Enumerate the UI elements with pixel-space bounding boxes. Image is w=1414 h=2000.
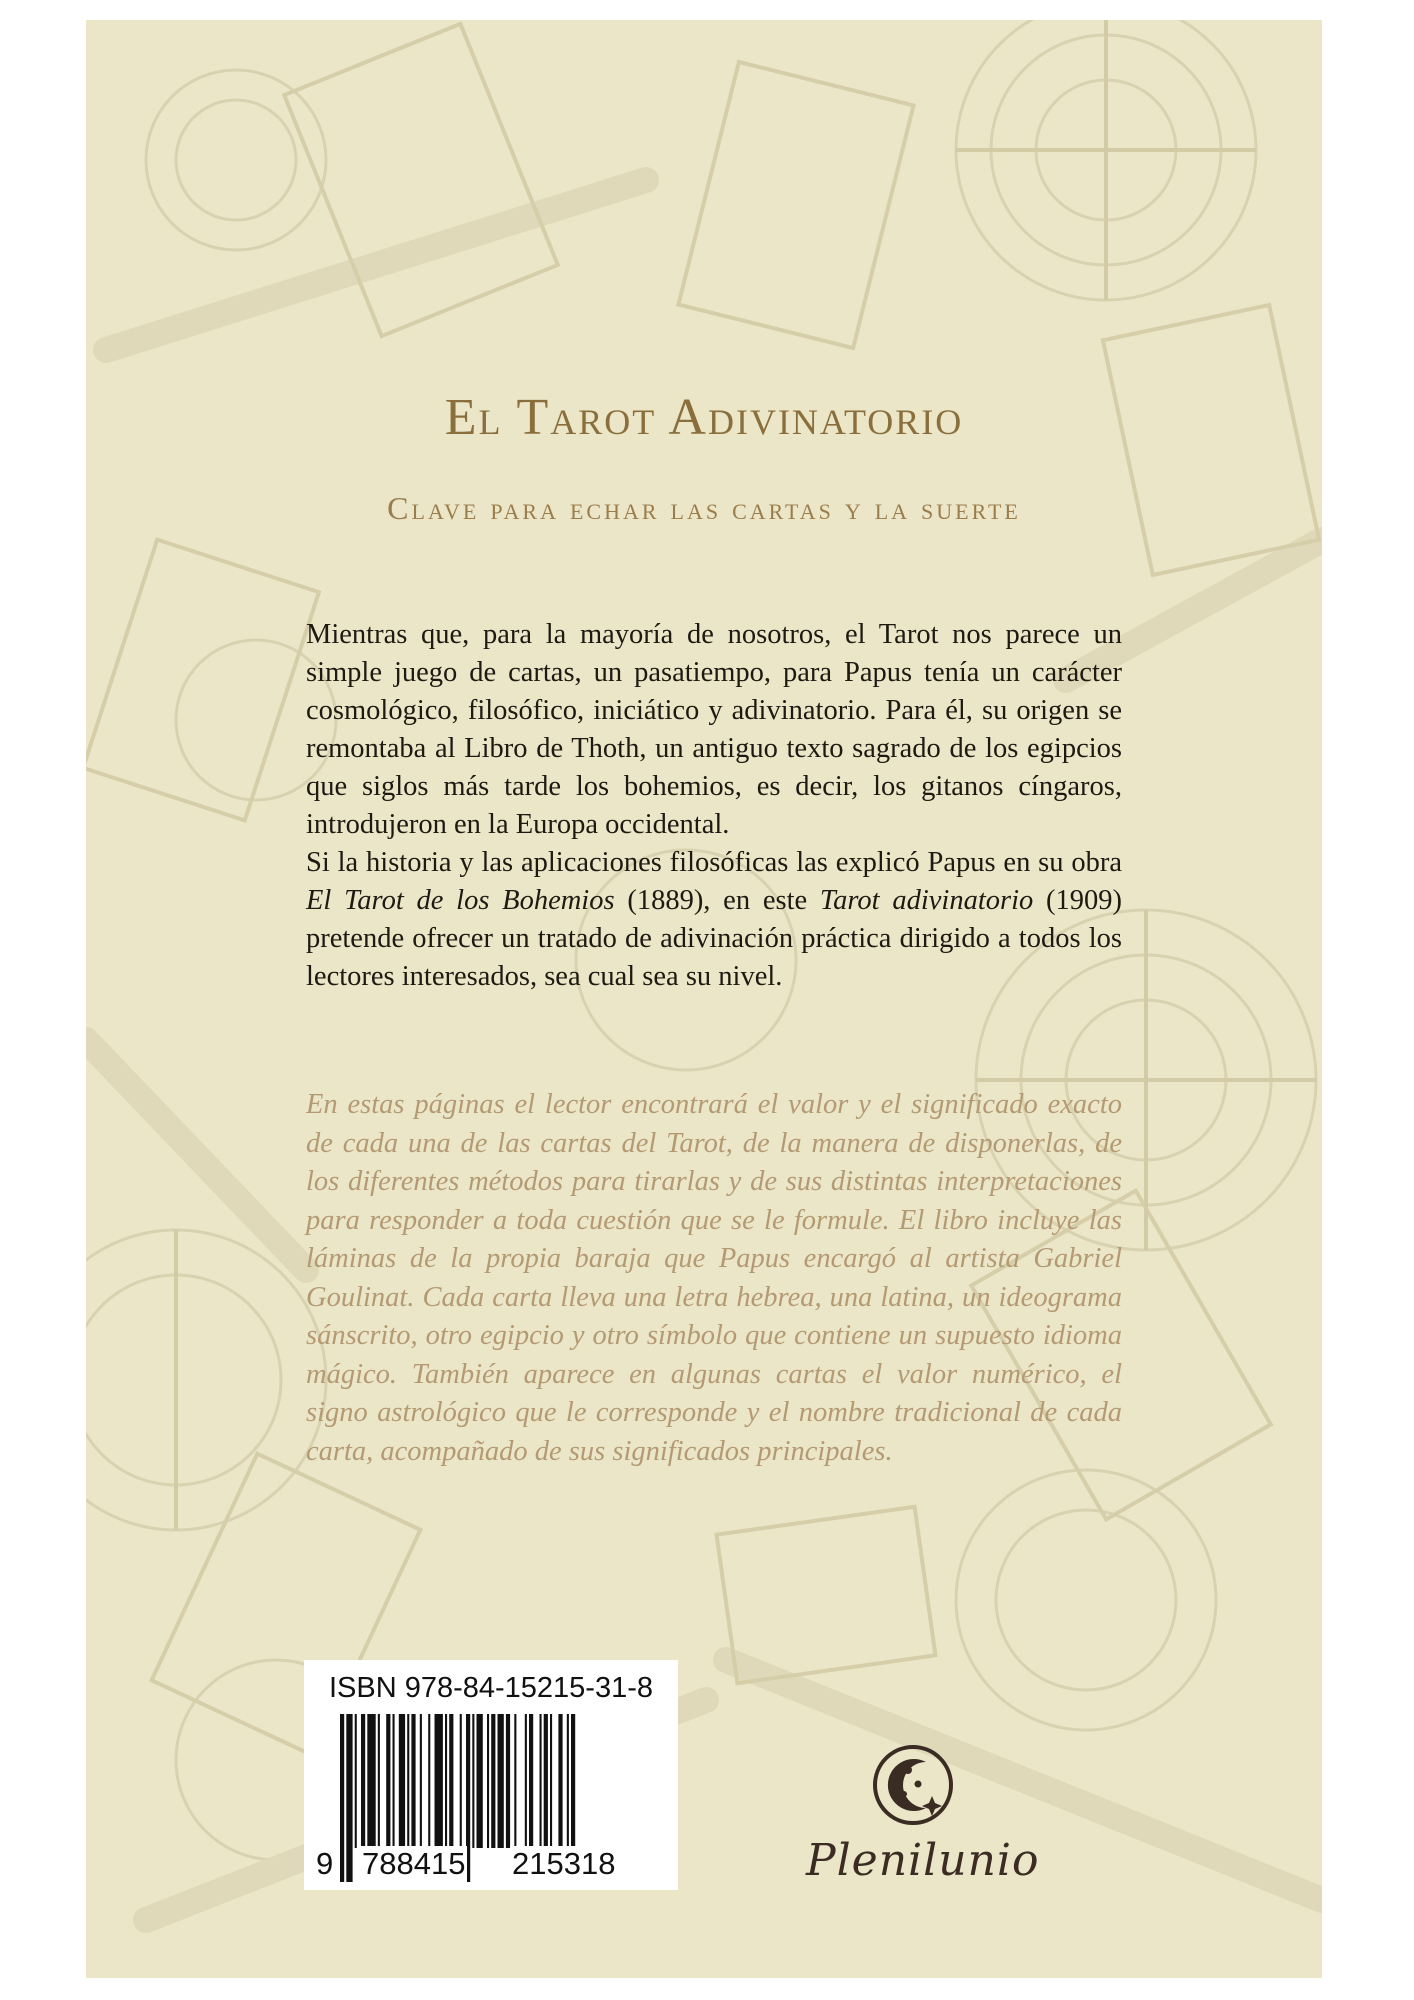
barcode-bar — [411, 1714, 415, 1848]
barcode-bar — [399, 1714, 405, 1848]
barcode-bar — [445, 1714, 447, 1848]
barcode-bar — [506, 1714, 510, 1848]
barcode-bar — [386, 1714, 390, 1848]
barcode-bar — [407, 1714, 409, 1848]
blurb-paragraph-1: Mientras que, para la mayoría de nosotros, el Tarot nos parece un simple juego de cartas, un pasatiempo, para Papus tenía un carácter cosmológico, filosófico, iniciático y adivinatorio. Para él, su origen se remontaba al Libro de Thoth, un antiguo texto sagrado de los egipcios que siglos más tarde los bohemios, es decir, los gitanos cíngaros, introdujeron en la Europa occidental. — [306, 619, 1122, 840]
barcode-bar — [472, 1714, 474, 1848]
barcode-bar — [346, 1714, 352, 1882]
highlight-paragraph: En estas páginas el lector encontrará el valor y el significado exacto de cada una de las cartas del Tarot, de la manera de disponerlas, de los diferentes métodos para tirarlas y de sus distintas interpretaciones para responder a toda cuestión que se le formule. El libro incluye las láminas de la propia baraja que Papus encargó al artista Gabriel Goulinat. Cada carta lleva una letra hebrea, una latina, un ideograma sánscrito, otro egipcio y otro símbolo que contiene un supuesto idioma mágico. También aparece en algunas cartas el valor numérico, el signo astrológico que le corresponde y el nombre tradicional de cada carta, acompañado de sus significados principales. — [306, 1089, 1122, 1467]
back-cover — [86, 20, 1322, 1978]
book-title: El Tarot Adivinatorio — [444, 389, 964, 446]
barcode-bar — [529, 1714, 533, 1848]
barcode-bar — [544, 1714, 548, 1848]
barcode-bar — [477, 1714, 483, 1848]
publisher-name: Plenilunio — [806, 1835, 1040, 1886]
blurb-paragraph-2 — [306, 844, 1122, 996]
background-illustration — [86, 20, 1322, 1978]
barcode-bar — [435, 1714, 443, 1848]
isbn-barcode — [304, 1660, 678, 1890]
barcode-bar — [367, 1714, 375, 1848]
barcode-digit-first: 9 — [316, 1846, 334, 1881]
barcode-digits-left: 788415 — [362, 1846, 466, 1881]
barcode-bar — [355, 1714, 357, 1848]
barcode-bar — [540, 1714, 542, 1848]
barcode-bar — [393, 1714, 395, 1848]
barcode-bar — [525, 1714, 527, 1848]
work-title: Tarot adivinatorio — [819, 885, 1034, 916]
barcode-bar — [361, 1714, 365, 1848]
barcode-bar — [378, 1714, 380, 1848]
moon-stars-icon — [868, 1740, 958, 1830]
barcode-bar — [340, 1714, 344, 1882]
blurb-text: Si la historia y las aplicaciones filosóficas las explicó Papus en su obra — [306, 847, 1122, 878]
barcode-bar — [567, 1714, 569, 1848]
blurb-text: (1889), en este — [614, 885, 820, 916]
barcode-digits-right: 215318 — [512, 1846, 616, 1881]
barcode-bar — [449, 1714, 453, 1848]
blurb-text: (1909) pretende ofrecer un tratado de adivinación práctica dirigido a todos los lectores interesados, sea cual sea su nivel. — [306, 885, 1122, 992]
barcode-bar — [514, 1714, 516, 1848]
barcode-bar — [487, 1714, 489, 1848]
blurb — [306, 616, 1122, 996]
book-subtitle: Clave para echar las cartas y la suerte — [387, 490, 1021, 526]
barcode-bar — [498, 1714, 504, 1848]
barcode-bar — [491, 1714, 495, 1848]
work-title: El Tarot de los Bohemios — [306, 885, 615, 916]
isbn-label: ISBN 978-84-15215-31-8 — [328, 1672, 654, 1704]
barcode-bar — [558, 1714, 562, 1848]
barcode-bar — [420, 1714, 422, 1848]
barcode-bar — [428, 1714, 430, 1848]
barcode-bar — [550, 1714, 552, 1848]
